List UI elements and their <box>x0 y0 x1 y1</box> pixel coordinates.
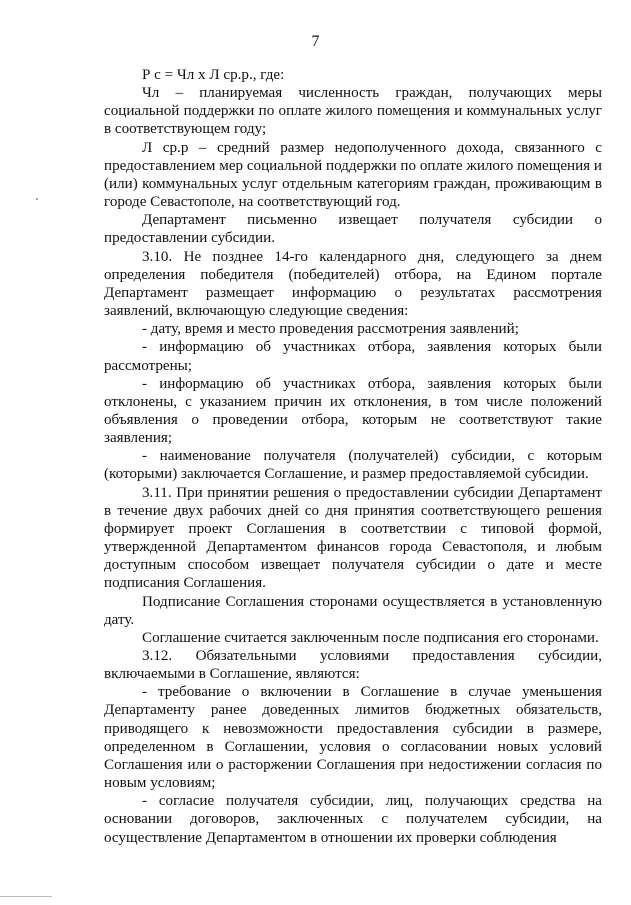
clause-3-11: 3.11. При принятии решения о предоставлении субсидии Департамент в течение двух рабочих дней со дня принятия соответствующего решения формирует проект Соглашения в соответствии с типовой формой, утвержденной Департаментом финансов города Севастополя, и любым доступным способом извещает получателя субсидии о дате и месте подписания Соглашения. <box>104 484 602 592</box>
list-item-limits: - требование о включении в Соглашение в случае уменьшения Департаменту ранее доведенных лимитов бюджетных обязательств, приводящего к невозможности предоставления субсидии в размере, определенном в Соглашении, условия о согласовании новых условий Соглашения или о расторжении Соглашения при недостижении согласия по новым условиям; <box>104 684 602 792</box>
clause-3-12: 3.12. Обязательными условиями предоставления субсидии, включаемыми в Соглашение, являются: <box>104 648 602 683</box>
scan-speck <box>36 198 38 200</box>
department-notification: Департамент письменно извещает получателя субсидии о предоставлении субсидии. <box>104 212 602 247</box>
list-item-rejected: - информацию об участниках отбора, заявления которых были отклонены, с указанием причин их отклонения, в том числе положений объявления о проведении отбора, которым не соответствуют такие заявления; <box>104 375 602 447</box>
scan-edge-line <box>0 896 52 897</box>
signing-paragraph: Подписание Соглашения сторонами осуществляется в установленную дату. <box>104 593 602 628</box>
definition-chl: Чл – планируемая численность граждан, получающих меры социальной поддержки по оплате жилого помещения и коммунальных услуг в соответствующем году; <box>104 85 602 138</box>
definition-l: Л ср.р – средний размер недополученного дохода, связанного с предоставлением мер социальной поддержки по оплате жилого помещения и (или) коммунальных услуг отдельным категориям граждан, проживающим в городе Севастополе, на соответствующий год. <box>104 139 602 211</box>
list-item-consent: - согласие получателя субсидии, лиц, получающих средства на основании договоров, заключенных с получателем субсидии, на осуществление Департаментом в отношении их проверки соблюдения <box>104 793 602 846</box>
page-number: 7 <box>311 33 320 50</box>
formula-line: Р с = Чл х Л ср.р., где: <box>142 67 285 83</box>
clause-3-10: 3.10. Не позднее 14-го календарного дня, следующего за днем определения победителя (победителей) отбора, на Едином портале Департамент размещает информацию о результатах рассмотрения заявлений, включающую следующие сведения: <box>104 248 602 320</box>
list-item-participants: - информацию об участниках отбора, заявления которых были рассмотрены; <box>104 339 602 374</box>
document-body <box>104 66 602 847</box>
list-item-date: - дату, время и место проведения рассмотрения заявлений; <box>142 321 519 338</box>
list-item-recipient: - наименование получателя (получателей) субсидии, с которым (которыми) заключается Соглашение, и размер предоставляемой субсидии. <box>104 448 602 483</box>
concluded-paragraph: Соглашение считается заключенным после подписания его сторонами. <box>142 629 599 646</box>
